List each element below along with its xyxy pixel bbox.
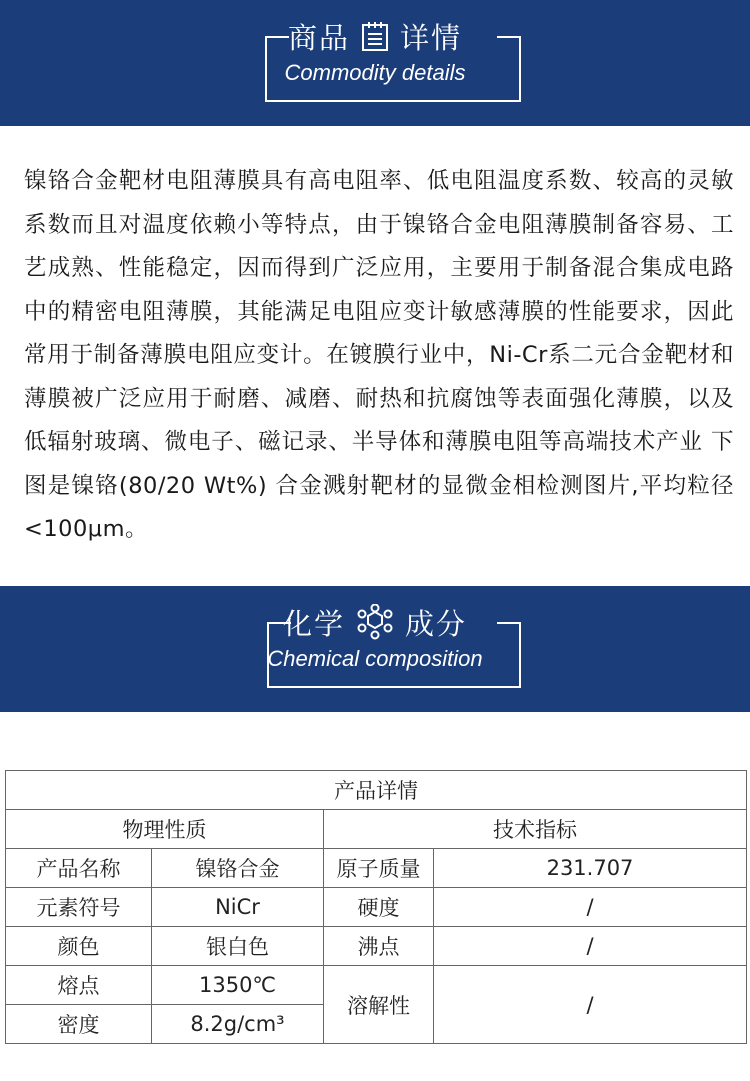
row-key: 硬度 (324, 888, 434, 927)
row-key: 颜色 (6, 927, 152, 966)
row-value: 镍铬合金 (152, 849, 324, 888)
section-subtitle: Chemical composition (267, 646, 483, 671)
title-right: 成分 (405, 606, 468, 641)
row-key: 产品名称 (6, 849, 152, 888)
row-value: / (434, 927, 747, 966)
row-key: 原子质量 (324, 849, 434, 888)
row-value: 银白色 (152, 927, 324, 966)
row-key: 元素符号 (6, 888, 152, 927)
section-title (0, 602, 750, 642)
row-key: 沸点 (324, 927, 434, 966)
row-key: 密度 (6, 1005, 152, 1044)
chemical-composition-banner (0, 586, 750, 712)
table-header-row (6, 810, 747, 849)
table-row (6, 888, 747, 927)
molecule-icon (355, 604, 395, 640)
section-title (0, 16, 750, 56)
row-value: NiCr (152, 888, 324, 927)
table-caption: 产品详情 (6, 771, 747, 810)
table-caption-row (6, 771, 747, 810)
notepad-icon (360, 20, 390, 52)
row-value: / (434, 966, 747, 1044)
title-left: 化学 (282, 606, 345, 641)
header-physical-properties: 物理性质 (6, 810, 324, 849)
spec-table (5, 770, 747, 1044)
row-value: / (434, 888, 747, 927)
table-row (6, 966, 747, 1005)
row-value: 8.2g/cm³ (152, 1005, 324, 1044)
title-left: 商品 (287, 20, 350, 55)
commodity-details-banner (0, 0, 750, 126)
row-key: 熔点 (6, 966, 152, 1005)
row-value: 231.707 (434, 849, 747, 888)
intro-paragraph: 镍铬合金靶材电阻薄膜具有高电阻率、低电阻温度系数、较高的灵敏系数而且对温度依赖小等特点，由于镍铬合金电阻薄膜制备容易、工艺成熟、性能稳定，因而得到广泛应用，主要用于制备混合集成电路中的精密电阻薄膜，其能满足电阻应变计敏感薄膜的性能要求，因此常用于制备薄膜电阻应变计。在镀膜行业中，Ni-Cr系二元合金靶材和薄膜被广泛应用于耐磨、减磨、耐热和抗腐蚀等表面强化薄膜，以及低辐射玻璃、微电子、磁记录、半导体和薄膜电阻等高端技术产业 下图是镍铬(80/20 Wt%) 合金溅射靶材的显微金相检测图片,平均粒径<100μm。 (24, 168, 734, 542)
row-key: 溶解性 (324, 966, 434, 1044)
row-value: 1350℃ (152, 966, 324, 1005)
header-technical-indicators: 技术指标 (324, 810, 747, 849)
title-right: 详情 (400, 20, 463, 55)
table-row (6, 927, 747, 966)
table-row (6, 849, 747, 888)
section-subtitle: Commodity details (284, 60, 466, 85)
